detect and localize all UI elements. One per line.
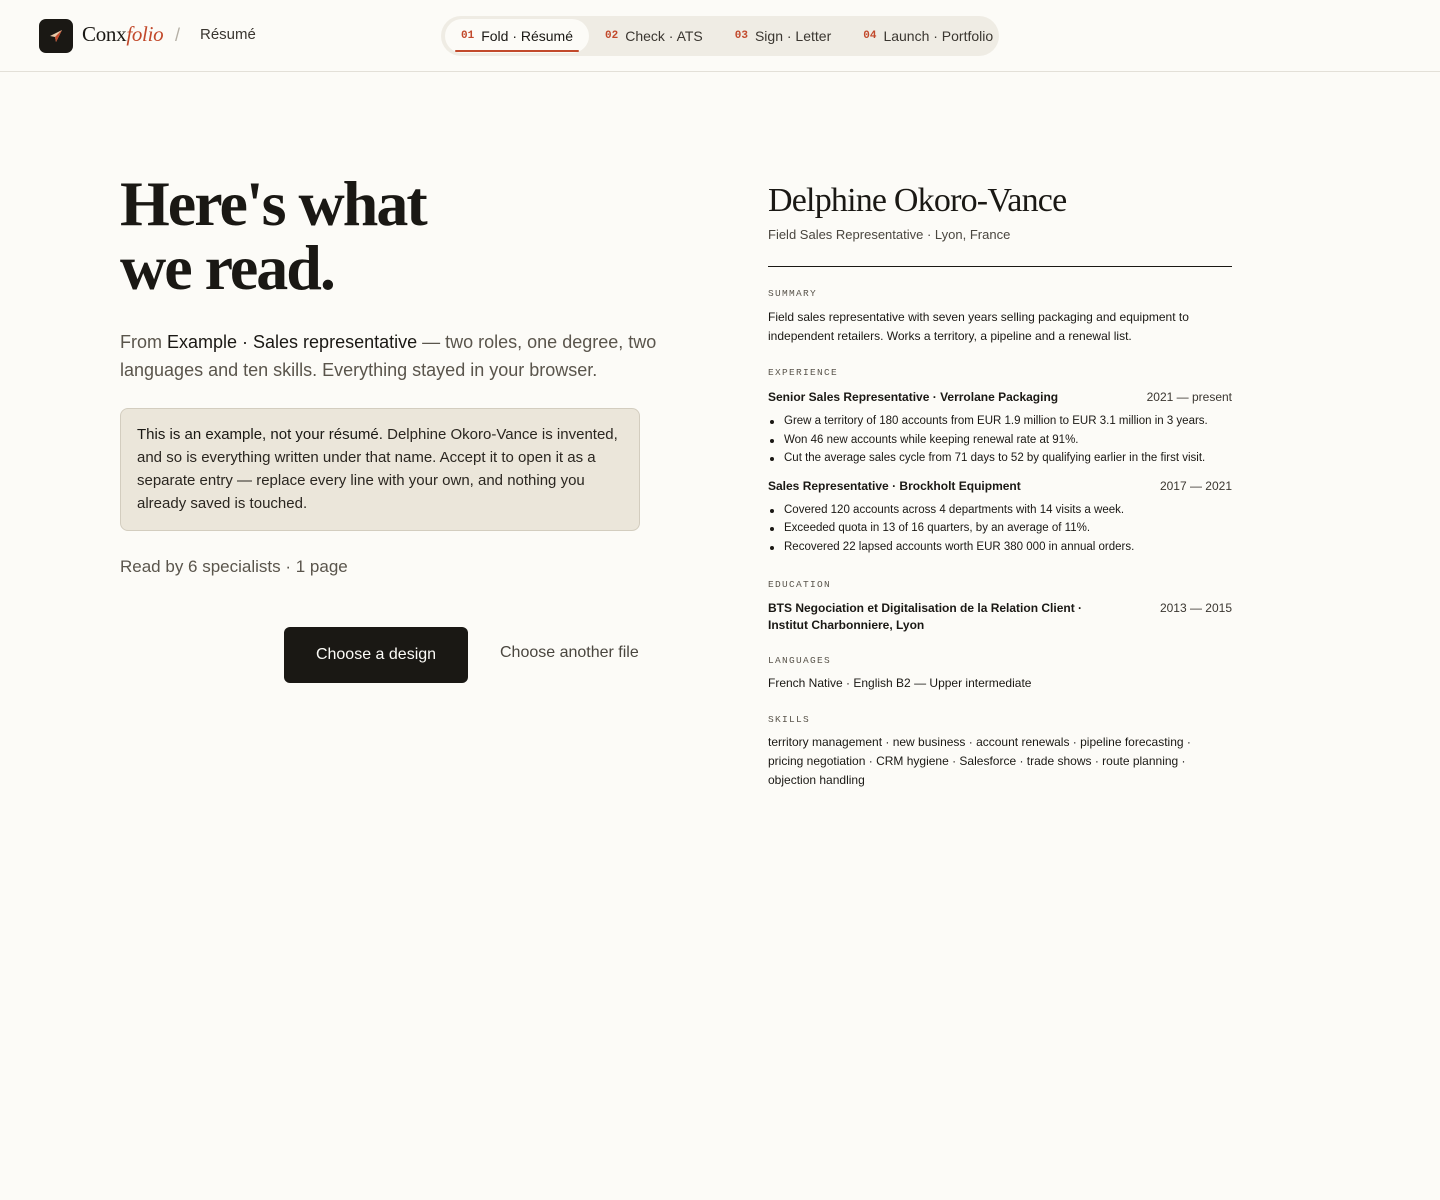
education-label: EDUCATION xyxy=(768,579,832,590)
step-number: 04 xyxy=(863,30,877,42)
intro-source: Example · Sales representative xyxy=(167,332,418,352)
step-tabs xyxy=(441,16,999,56)
resume-preview xyxy=(768,180,1232,790)
logo-mark[interactable] xyxy=(39,19,73,53)
brand-wordmark[interactable] xyxy=(82,22,163,47)
headline-line-1: Here's what xyxy=(120,168,426,239)
brand-accent: folio xyxy=(126,22,164,46)
intro-prefix: From xyxy=(120,332,167,352)
step-label: Fold · Résumé xyxy=(481,28,574,44)
step-number: 03 xyxy=(734,30,748,42)
role-dates: 2021 — present xyxy=(1146,390,1232,404)
intro-suffix: — two roles, one degree, two languages and ten skills. Everything stayed in your browser. xyxy=(120,332,657,380)
role-title: Sales Representative · Brockholt Equipment xyxy=(768,478,1021,493)
summary-text: Field sales representative with seven years selling packaging and equipment to independent retailers. Works a territory, a pipeline and a renewal list. xyxy=(768,310,1189,343)
choose-another-file-link[interactable]: Choose another file xyxy=(500,644,639,661)
breadcrumb-separator: / xyxy=(175,25,181,45)
role-bullets xyxy=(768,412,1232,468)
resume-name: Delphine Okoro-Vance xyxy=(768,182,1067,219)
role-header xyxy=(768,478,1232,495)
experience-entry xyxy=(768,478,1232,557)
example-notice xyxy=(120,408,640,531)
notice-lead: This is an example, not your résumé. xyxy=(137,426,383,443)
education-title: BTS Negociation et Digitalisation de la Relation Client · Institut Charbonniere, Lyon xyxy=(768,601,1083,632)
list-item: Grew a territory of 180 accounts from EUR 1.9 million to EUR 3.1 million in 3 years. xyxy=(768,412,1232,431)
list-item: Covered 120 accounts across 4 departments with 14 visits a week. xyxy=(768,501,1232,520)
languages-label: LANGUAGES xyxy=(768,655,832,666)
skills-text: territory management · new business · account renewals · pipeline forecasting · pricing negotiation · CRM hygiene · Salesforce · trade shows · route planning · objection handling xyxy=(768,735,1191,787)
tab-check-ats[interactable] xyxy=(589,19,719,53)
skills-label: SKILLS xyxy=(768,714,811,725)
read-meta: Read by 6 specialists · 1 page xyxy=(120,557,348,576)
summary-label: SUMMARY xyxy=(768,288,818,299)
education-dates: 2013 — 2015 xyxy=(1159,601,1232,615)
step-number: 02 xyxy=(605,30,619,42)
resume-divider xyxy=(768,266,1232,267)
step-label: Sign · Letter xyxy=(754,28,832,44)
list-item: Won 46 new accounts while keeping renewal rate at 91%. xyxy=(768,431,1232,450)
step-label: Launch · Portfolio xyxy=(883,28,994,44)
breadcrumb-current: Résumé xyxy=(200,26,256,43)
list-item: Exceeded quota in 13 of 16 quarters, by an average of 11%. xyxy=(768,519,1232,538)
step-number: 01 xyxy=(461,30,475,42)
experience-entry xyxy=(768,389,1232,468)
choose-design-button[interactable]: Choose a design xyxy=(284,627,468,683)
step-label: Check · ATS xyxy=(625,28,703,44)
list-item: Cut the average sales cycle from 71 days to 52 by qualifying earlier in the first visit. xyxy=(768,449,1232,468)
tab-sign-letter[interactable] xyxy=(719,19,847,53)
top-bar xyxy=(0,0,1440,72)
paper-plane-icon xyxy=(48,28,64,44)
tab-launch-portfolio[interactable] xyxy=(847,19,1009,53)
experience-label: EXPERIENCE xyxy=(768,367,839,378)
notice-body: Delphine Okoro-Vance is invented, and so is everything written under that name. Accept it to open it as a separate entry — replace every line with your own, and nothing you already saved is touched. xyxy=(137,426,618,512)
brand-prefix: Conx xyxy=(82,22,127,46)
tab-fold-resume[interactable] xyxy=(445,19,589,53)
role-dates: 2017 — 2021 xyxy=(1159,478,1232,493)
page-headline xyxy=(120,168,640,303)
languages-text: French Native · English B2 — Upper intermediate xyxy=(768,676,1032,690)
role-title: Senior Sales Representative · Verrolane Packaging xyxy=(768,390,1059,404)
intro-text xyxy=(120,328,660,384)
education-entry xyxy=(768,600,1232,634)
headline-line-2: we read. xyxy=(120,232,334,303)
role-header xyxy=(768,389,1232,406)
resume-subtitle: Field Sales Representative · Lyon, France xyxy=(768,227,1011,242)
list-item: Recovered 22 lapsed accounts worth EUR 380 000 in annual orders. xyxy=(768,538,1232,557)
role-bullets xyxy=(768,501,1232,557)
